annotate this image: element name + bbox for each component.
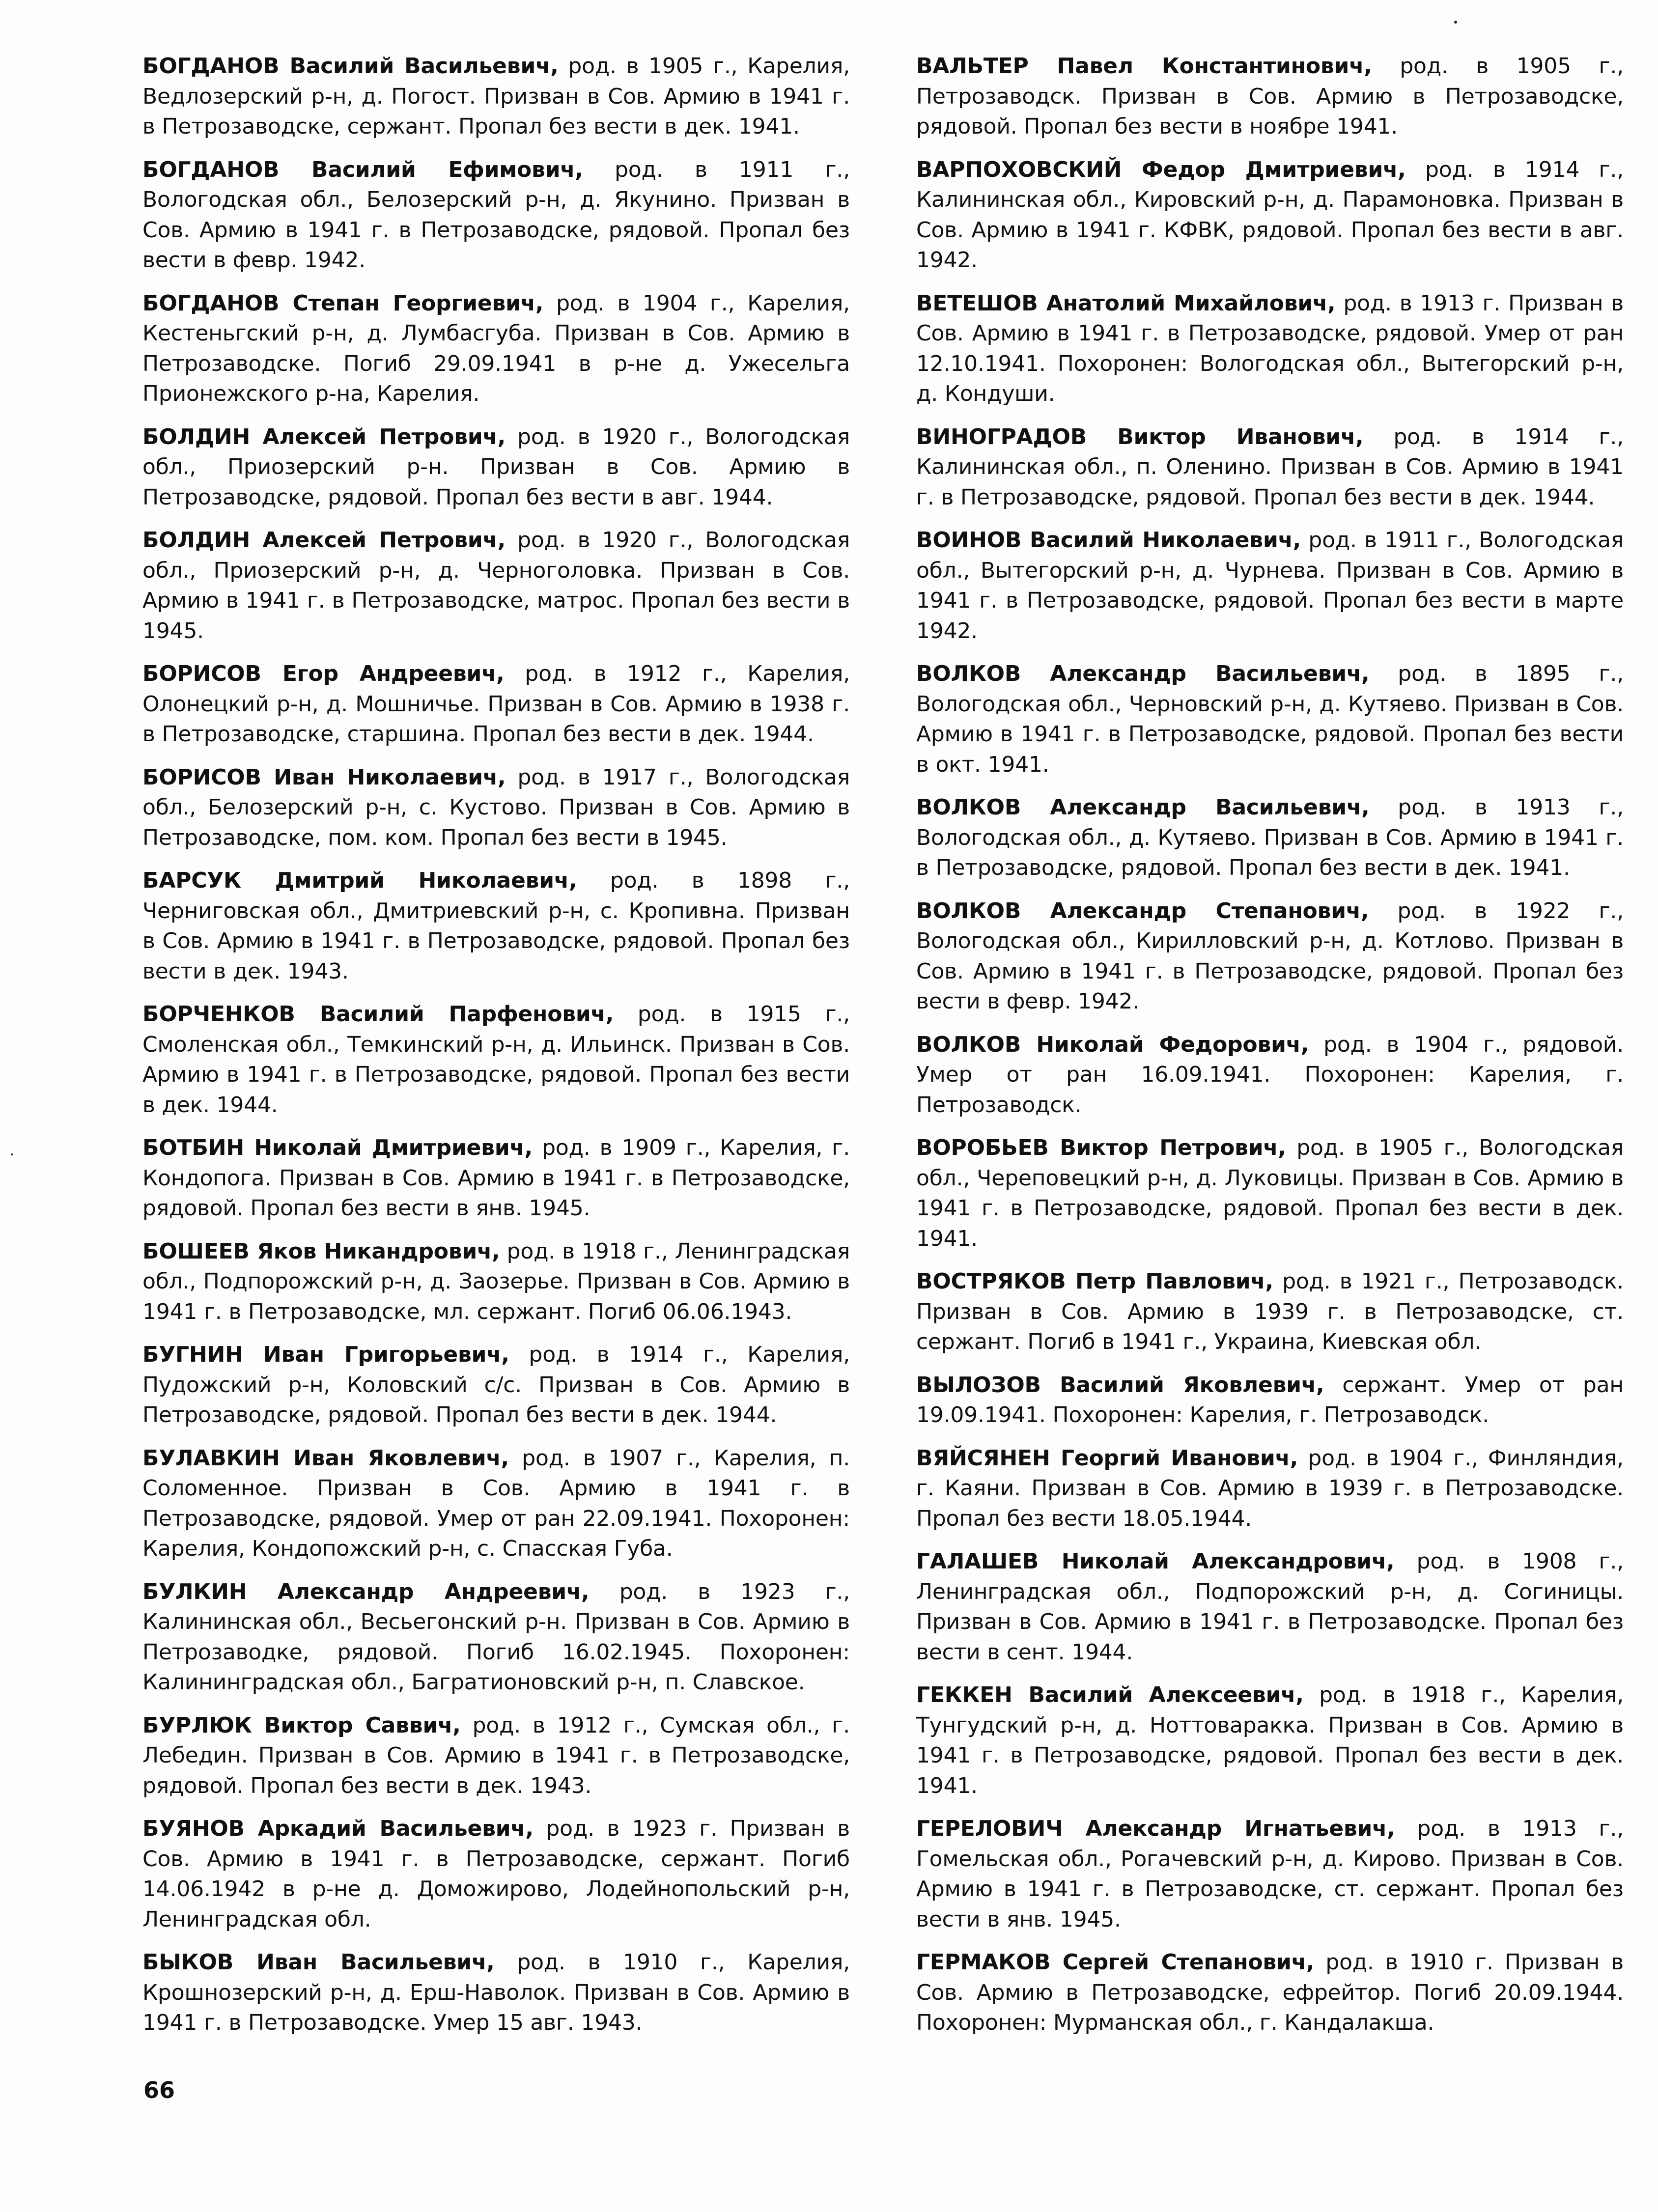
register-entry xyxy=(142,1340,850,1430)
register-entry xyxy=(142,422,850,513)
entry-text: род. в 1923 г., Калининская обл., Весьегонский р-н. Призван в Сов. Армию в Петрозаводке, рядовой. Погиб 16.02.1945. Похоронен: Калининградская обл., Багратионовский р-н, п. Славское. xyxy=(142,1579,850,1695)
print-speck xyxy=(1454,21,1457,24)
entry-text: род. в 1910 г., Карелия, Крошнозерский р-н, д. Ерш-Наволок. Призван в Сов. Армию в 1941 г. в Петрозаводске. Умер 15 авг. 1943. xyxy=(142,1950,850,2035)
register-entry xyxy=(142,155,850,276)
entry-text: род. в 1912 г., Карелия, Олонецкий р-н, д. Мошничье. Призван в Сов. Армию в 1938 г. в Петрозаводске, старшина. Пропал без вести в дек. 1944. xyxy=(142,661,850,747)
register-entry xyxy=(142,999,850,1120)
entry-text: род. в 1907 г., Карелия, п. Соломенное. Призван в Сов. Армию в 1941 г. в Петрозаводске, рядовой. Умер от ран 22.09.1941. Похоронен: Карелия, Кондопожский р-н, с. Спасская Губа. xyxy=(142,1445,850,1561)
entry-text: род. в 1910 г. Призван в Сов. Армию в Петрозаводске, ефрейтор. Погиб 20.09.1944. Похоронен: Мурманская обл., г. Кандалакша. xyxy=(916,1950,1624,2035)
register-entry xyxy=(142,1443,850,1564)
entry-name: ВАЛЬТЕР Павел Константинович, xyxy=(916,54,1372,79)
entry-name: ВЯЙСЯНЕН Георгий Иванович, xyxy=(916,1445,1298,1471)
page-number: 66 xyxy=(143,2077,175,2103)
entry-text: род. в 1914 г., Калининская обл., Кировский р-н, д. Парамоновка. Призван в Сов. Армию в 1941 г. КФВК, рядовой. Пропал без вести в авг. 1942. xyxy=(916,157,1624,273)
register-entry xyxy=(916,1443,1624,1534)
entry-text: род. в 1911 г., Вологодская обл., Белозерский р-н, д. Якунино. Призван в Сов. Армию в 1941 г. в Петрозаводске, рядовой. Пропал без вести в февр. 1942. xyxy=(142,157,850,273)
entry-name: БОЛДИН Алексей Петрович, xyxy=(142,424,506,449)
register-entry xyxy=(142,1814,850,1934)
register-entry xyxy=(142,525,850,646)
entry-text: род. в 1905 г., Вологодская обл., Череповецкий р-н, д. Луковицы. Призван в Сов. Армию в 1941 г. в Петрозаводске, рядовой. Пропал без вести в дек. 1941. xyxy=(916,1135,1624,1251)
register-entry xyxy=(142,1133,850,1224)
entry-text: род. в 1923 г. Призван в Сов. Армию в 1941 г. в Петрозаводске, сержант. Погиб 14.06.1942 в р-не д. Доможирово, Лодейнопольский р-н, Ленинградская обл. xyxy=(142,1816,850,1932)
entry-text: род. в 1905 г., Петрозаводск. Призван в Сов. Армию в Петрозаводске, рядовой. Пропал без вести в ноябре 1941. xyxy=(916,54,1624,139)
entry-text: сержант. Умер от ран 19.09.1941. Похоронен: Карелия, г. Петрозаводск. xyxy=(916,1372,1624,1428)
entry-text: род. в 1909 г., Карелия, г. Кондопога. Призван в Сов. Армию в 1941 г. в Петрозаводске, рядовой. Пропал без вести в янв. 1945. xyxy=(142,1135,850,1221)
entry-text: род. в 1917 г., Вологодская обл., Белозерский р-н, с. Кустово. Призван в Сов. Армию в Петрозаводске, пом. ком. Пропал без вести в 1945. xyxy=(142,764,850,850)
right-column xyxy=(916,51,1624,2051)
entry-text: род. в 1920 г., Вологодская обл., Приозерский р-н. Призван в Сов. Армию в Петрозаводске, рядовой. Пропал без вести в авг. 1944. xyxy=(142,424,850,510)
entry-name: ВОЛКОВ Александр Степанович, xyxy=(916,898,1369,924)
entry-name: ВАРПОХОВСКИЙ Федор Дмитриевич, xyxy=(916,157,1406,182)
entry-text: род. в 1920 г., Вологодская обл., Приозерский р-н, д. Черноголовка. Призван в Сов. Армию в 1941 г. в Петрозаводске, матрос. Пропал без вести в 1945. xyxy=(142,528,850,644)
entry-name: ВОРОБЬЕВ Виктор Петрович, xyxy=(916,1135,1286,1160)
register-entry xyxy=(916,51,1624,142)
entry-text: род. в 1918 г., Ленинградская обл., Подпорожский р-н, д. Заозерье. Призван в Сов. Армию в 1941 г. в Петрозаводске, мл. сержант. Погиб 06.06.1943. xyxy=(142,1238,850,1324)
entry-name: ВОЛКОВ Александр Васильевич, xyxy=(916,795,1370,820)
register-entry xyxy=(916,659,1624,780)
register-entry xyxy=(916,1680,1624,1801)
entry-text: род. в 1921 г., Петрозаводск. Призван в Сов. Армию в 1939 г. в Петрозаводске, ст. сержант. Погиб в 1941 г., Украина, Киевская обл. xyxy=(916,1269,1624,1354)
entry-name: БОРИСОВ Иван Николаевич, xyxy=(142,764,506,790)
entry-text: род. в 1904 г., Финляндия, г. Каяни. Призван в Сов. Армию в 1939 г. в Петрозаводске. Пропал без вести 18.05.1944. xyxy=(916,1445,1624,1531)
register-entry xyxy=(916,288,1624,409)
entry-name: БОЛДИН Алексей Петрович, xyxy=(142,528,506,553)
entry-name: ГЕККЕН Василий Алексеевич, xyxy=(916,1682,1304,1708)
entry-text: род. в 1914 г., Калининская обл., п. Оленино. Призван в Сов. Армию в 1941 г. в Петрозаводске, рядовой. Пропал без вести в дек. 1944. xyxy=(916,424,1624,510)
entry-name: ГЕРМАКОВ Сергей Степанович, xyxy=(916,1950,1315,1975)
entry-name: БОРЧЕНКОВ Василий Парфенович, xyxy=(142,1002,614,1027)
register-entry xyxy=(916,1814,1624,1934)
entry-text: род. в 1904 г., Карелия, Кестеньгский р-н, д. Лумбасгуба. Призван в Сов. Армию в Петрозаводске. Погиб 29.09.1941 в р-не д. Ужесельга Прионежского р-на, Карелия. xyxy=(142,290,850,406)
entry-name: ВОСТРЯКОВ Петр Павлович, xyxy=(916,1269,1273,1294)
register-entry xyxy=(916,1266,1624,1357)
entry-text: род. в 1922 г., Вологодская обл., Кирилловский р-н, д. Котлово. Призван в Сов. Армию в 1941 г. в Петрозаводске, рядовой. Пропал без вести в февр. 1942. xyxy=(916,898,1624,1014)
register-entry xyxy=(916,1133,1624,1254)
entry-text: род. в 1908 г., Ленинградская обл., Подпорожский р-н, д. Согиницы. Призван в Сов. Армию в 1941 г. в Петрозаводске. Пропал без вести в сент. 1944. xyxy=(916,1549,1624,1665)
entry-text: род. в 1915 г., Смоленская обл., Темкинский р-н, д. Ильинск. Призван в Сов. Армию в 1941 г. в Петрозаводске, рядовой. Пропал без вести в дек. 1944. xyxy=(142,1002,850,1118)
entry-name: ГАЛАШЕВ Николай Александрович, xyxy=(916,1549,1395,1574)
register-entry xyxy=(142,1236,850,1327)
entry-name: ВИНОГРАДОВ Виктор Иванович, xyxy=(916,424,1364,449)
register-entry xyxy=(916,1947,1624,2038)
register-entry xyxy=(142,1947,850,2038)
entry-name: БАРСУК Дмитрий Николаевич, xyxy=(142,868,577,893)
entry-name: БОГДАНОВ Василий Васильевич, xyxy=(142,54,559,79)
entry-text: род. в 1913 г. Призван в Сов. Армию в 1941 г. в Петрозаводске, рядовой. Умер от ран 12.10.1941. Похоронен: Вологодская обл., Вытегорский р-н, д. Кондуши. xyxy=(916,290,1624,406)
entry-name: БУГНИН Иван Григорьевич, xyxy=(142,1342,509,1367)
register-entry xyxy=(142,288,850,409)
entry-name: ВОЛКОВ Николай Федорович, xyxy=(916,1032,1309,1057)
entry-name: БЫКОВ Иван Васильевич, xyxy=(142,1950,495,1975)
entry-name: БУЯНОВ Аркадий Васильевич, xyxy=(142,1816,534,1841)
entry-name: БОГДАНОВ Василий Ефимович, xyxy=(142,157,583,182)
entry-name: ВОЛКОВ Александр Васильевич, xyxy=(916,661,1370,686)
entry-name: ВЫЛОЗОВ Василий Яковлевич, xyxy=(916,1372,1324,1398)
register-entry xyxy=(916,422,1624,513)
entry-text: род. в 1898 г., Черниговская обл., Дмитриевский р-н, с. Кропивна. Призван в Сов. Армию в 1941 г. в Петрозаводске, рядовой. Пропал без вести в дек. 1943. xyxy=(142,868,850,984)
entry-name: ВОИНОВ Василий Николаевич, xyxy=(916,528,1301,553)
register-entry xyxy=(916,1370,1624,1430)
register-entry xyxy=(916,896,1624,1017)
register-entry xyxy=(916,1546,1624,1667)
entry-text: род. в 1913 г., Вологодская обл., д. Кутяево. Призван в Сов. Армию в 1941 г. в Петрозаводске, рядовой. Пропал без вести в дек. 1941. xyxy=(916,795,1624,880)
entry-name: БУРЛЮК Виктор Саввич, xyxy=(142,1712,461,1738)
register-entry xyxy=(142,762,850,853)
register-entry xyxy=(142,51,850,142)
entry-text: род. в 1913 г., Гомельская обл., Рогачевский р-н, д. Кирово. Призван в Сов. Армию в 1941 г. в Петрозаводске, ст. сержант. Пропал без вести в янв. 1945. xyxy=(916,1816,1624,1932)
register-entry xyxy=(916,525,1624,646)
entry-name: БОШЕЕВ Яков Никандрович, xyxy=(142,1238,500,1264)
entry-name: БОРИСОВ Егор Андреевич, xyxy=(142,661,505,686)
register-entry xyxy=(916,155,1624,276)
register-entry xyxy=(142,866,850,986)
print-speck xyxy=(11,1153,13,1155)
left-column xyxy=(142,51,850,2051)
register-entry xyxy=(142,1577,850,1698)
entry-text: род. в 1911 г., Вологодская обл., Вытегорский р-н, д. Чурнева. Призван в Сов. Армию в 1941 г. в Петрозаводске, рядовой. Пропал без вести в марте 1942. xyxy=(916,528,1624,644)
register-entry xyxy=(142,1710,850,1801)
register-entry xyxy=(142,659,850,750)
entry-text: род. в 1918 г., Карелия, Тунгудский р-н, д. Ноттоваракка. Призван в Сов. Армию в 1941 г. в Петрозаводске, рядовой. Пропал без вести в дек. 1941. xyxy=(916,1682,1624,1798)
entry-text: род. в 1904 г., рядовой. Умер от ран 16.09.1941. Похоронен: Карелия, г. Петрозаводск. xyxy=(916,1032,1624,1118)
entry-name: БОТБИН Николай Дмитриевич, xyxy=(142,1135,533,1160)
entry-name: ВЕТЕШОВ Анатолий Михайлович, xyxy=(916,290,1336,316)
register-entry xyxy=(916,1030,1624,1120)
entry-name: БУЛАВКИН Иван Яковлевич, xyxy=(142,1445,509,1471)
entry-text: род. в 1895 г., Вологодская обл., Черновский р-н, д. Кутяево. Призван в Сов. Армию в 1941 г. в Петрозаводске, рядовой. Пропал без вести в окт. 1941. xyxy=(916,661,1624,777)
entry-text: род. в 1905 г., Карелия, Ведлозерский р-н, д. Погост. Призван в Сов. Армию в 1941 г. в Петрозаводске, сержант. Пропал без вести в дек. 1941. xyxy=(142,54,850,139)
entry-name: БУЛКИН Александр Андреевич, xyxy=(142,1579,590,1604)
entry-text: род. в 1914 г., Карелия, Пудожский р-н, Коловский с/с. Призван в Сов. Армию в Петрозаводске, рядовой. Пропал без вести в дек. 1944. xyxy=(142,1342,850,1428)
entry-name: ГЕРЕЛОВИЧ Александр Игнатьевич, xyxy=(916,1816,1395,1841)
entry-text: род. в 1912 г., Сумская обл., г. Лебедин. Призван в Сов. Армию в 1941 г. в Петрозаводске, рядовой. Пропал без вести в дек. 1943. xyxy=(142,1712,850,1798)
entry-name: БОГДАНОВ Степан Георгиевич, xyxy=(142,290,544,316)
register-entry xyxy=(916,792,1624,883)
